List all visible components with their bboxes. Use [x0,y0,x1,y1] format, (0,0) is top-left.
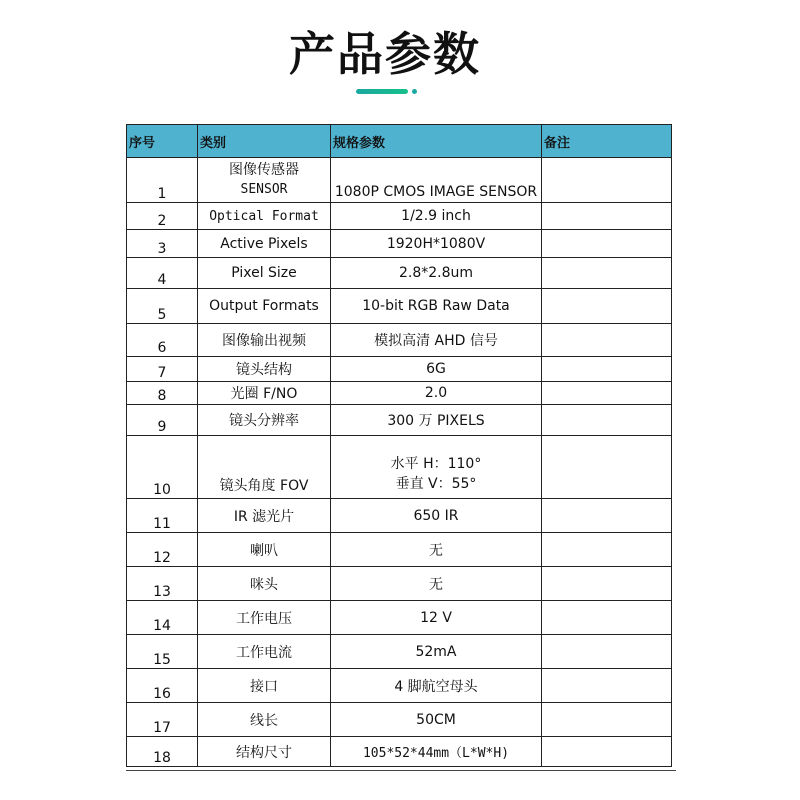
row-category: 镜头分辨率 [198,405,331,436]
table-row [127,357,672,382]
bottom-rule [126,770,676,771]
row-note [542,703,672,737]
row-value: 50CM [331,703,542,737]
row-index: 1 [127,158,198,203]
row-note [542,737,672,767]
row-value: 6G [331,357,542,382]
row-value-line2: 垂直 V：55° [395,476,477,492]
row-category: 咪头 [198,567,331,601]
row-category: Pixel Size [198,258,331,289]
table-row [127,203,672,230]
row-category-line1: 图像传感器 [229,162,299,178]
header-spec: 规格参数 [331,125,542,158]
row-index: 13 [127,567,198,601]
row-index: 16 [127,669,198,703]
table-row [127,499,672,533]
row-category: 镜头角度 FOV [198,436,331,499]
table-row [127,324,672,357]
row-note [542,230,672,258]
row-note [542,669,672,703]
row-note [542,635,672,669]
row-category: 光圈 F/NO [198,382,331,405]
row-note [542,601,672,635]
row-index: 14 [127,601,198,635]
table-row [127,567,672,601]
table-row [127,737,672,767]
row-note [542,357,672,382]
header-category: 类别 [198,125,331,158]
table-row [127,436,672,499]
row-index: 11 [127,499,198,533]
row-note [542,382,672,405]
row-note [542,533,672,567]
row-value: 12 V [331,601,542,635]
table-row [127,669,672,703]
row-value: 1080P CMOS IMAGE SENSOR [331,158,542,203]
row-category: Active Pixels [198,230,331,258]
row-index: 18 [127,737,198,767]
row-category: 喇叭 [198,533,331,567]
row-index: 12 [127,533,198,567]
row-value: 4 脚航空母头 [331,669,542,703]
row-value: 模拟高清 AHD 信号 [331,324,542,357]
row-note [542,158,672,203]
row-note [542,289,672,324]
table-row [127,230,672,258]
row-category: IR 滤光片 [198,499,331,533]
row-value: 无 [331,533,542,567]
row-value: 52mA [331,635,542,669]
row-value: 105*52*44mm（L*W*H) [331,737,542,767]
table-row [127,703,672,737]
row-index: 15 [127,635,198,669]
row-category-line2: SENSOR [240,182,288,197]
row-value [331,436,542,499]
row-value: 1/2.9 inch [331,203,542,230]
row-value: 无 [331,567,542,601]
row-index: 2 [127,203,198,230]
row-category: 图像输出视频 [198,324,331,357]
row-note [542,203,672,230]
row-value: 10-bit RGB Raw Data [331,289,542,324]
row-category: Optical Format [198,203,331,230]
row-category: 结构尺寸 [198,737,331,767]
row-index: 4 [127,258,198,289]
table-row [127,289,672,324]
row-index: 10 [127,436,198,499]
header-note: 备注 [542,125,672,158]
header-index: 序号 [127,125,198,158]
row-category: 镜头结构 [198,357,331,382]
table-row [127,258,672,289]
title-underline [356,89,408,94]
row-index: 3 [127,230,198,258]
page-title: 产品参数 [289,27,481,81]
table-row [127,382,672,405]
row-index: 8 [127,382,198,405]
row-note [542,499,672,533]
table-row [127,405,672,436]
row-note [542,405,672,436]
row-index: 17 [127,703,198,737]
table-row [127,635,672,669]
row-category: 工作电流 [198,635,331,669]
row-category [198,158,331,203]
row-category: 工作电压 [198,601,331,635]
row-category: Output Formats [198,289,331,324]
row-index: 5 [127,289,198,324]
spec-table [126,124,672,767]
row-note [542,258,672,289]
row-category: 线长 [198,703,331,737]
table-header-row [127,125,672,158]
table-row [127,533,672,567]
row-note [542,324,672,357]
table-row [127,601,672,635]
row-index: 7 [127,357,198,382]
row-category: 接口 [198,669,331,703]
row-index: 6 [127,324,198,357]
row-value: 2.8*2.8um [331,258,542,289]
title-underline-dot [412,89,417,94]
row-value: 650 IR [331,499,542,533]
row-value: 300 万 PIXELS [331,405,542,436]
row-note [542,567,672,601]
row-value: 2.0 [331,382,542,405]
row-value: 1920H*1080V [331,230,542,258]
row-index: 9 [127,405,198,436]
table-row [127,158,672,203]
row-note [542,436,672,499]
row-value-line1: 水平 H：110° [390,456,482,472]
